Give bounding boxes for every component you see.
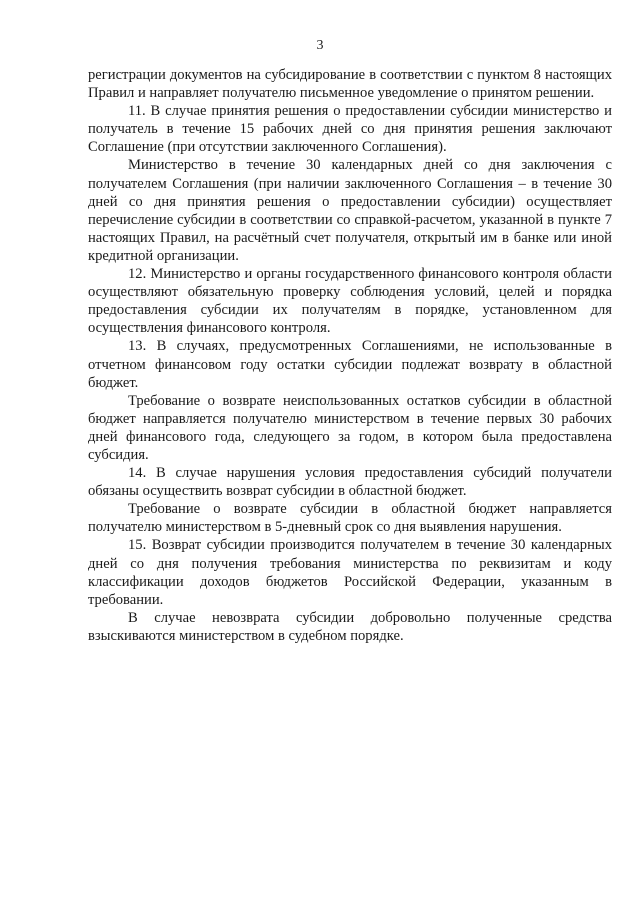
paragraph-item-14: 14. В случае нарушения условия предоставления субсидий получатели обязаны осуществить возврат субсидии в областной бюджет.: [88, 465, 612, 500]
document-body: [88, 66, 612, 645]
page-number: 3: [316, 38, 324, 53]
paragraph-return-requirement: Требование о возврате неиспользованных остатков субсидии в областной бюджет направляется получателю министерством в течение первых 30 рабочих дней финансового года, следующего за годом, в котором была предоставлена субсидия.: [88, 392, 612, 463]
paragraph-item-12: 12. Министерство и органы государственного финансового контроля области осуществляют обязательную проверку соблюдения условий, целей и порядка предоставления субсидии их получателям в порядке, установленном для осуществления финансового контроля.: [88, 266, 612, 337]
paragraph-item-13: 13. В случаях, предусмотренных Соглашениями, не использованные в отчетном финансовом году остатки субсидии подлежат возврату в областной бюджет.: [88, 338, 612, 391]
paragraph-transfer-terms: Министерство в течение 30 календарных дней со дня заключения с получателем Соглашения (при наличии заключенного Соглашения – в течение 30 дней со дня принятия решения о предоставлении субсидии) осуществляет перечисление субсидии в соответствии со справкой-расчетом, указанной в пункте 7 настоящих Правил, на расчётный счет получателя, открытый им в банке или иной кредитной организации.: [88, 157, 612, 264]
paragraph-item-15: 15. Возврат субсидии производится получателем в течение 30 календарных дней со дня получения требования министерства по реквизитам и коду классификации доходов бюджетов Российской Федерации, указанным в требовании.: [88, 537, 612, 608]
paragraph-continuation: регистрации документов на субсидирование в соответствии с пунктом 8 настоящих Правил и направляет получателю письменное уведомление о принятом решении.: [88, 67, 612, 102]
paragraph-item-11: 11. В случае принятия решения о предоставлении субсидии министерство и получатель в течение 15 рабочих дней со дня принятия решения заключают Соглашение (при отсутствии заключенного Соглашения).: [88, 103, 612, 156]
paragraph-court-recovery: В случае невозврата субсидии добровольно полученные средства взыскиваются министерством в судебном порядке.: [88, 609, 612, 644]
paragraph-violation-requirement: Требование о возврате субсидии в областной бюджет направляется получателю министерством в 5-дневный срок со дня выявления нарушения.: [88, 501, 612, 536]
